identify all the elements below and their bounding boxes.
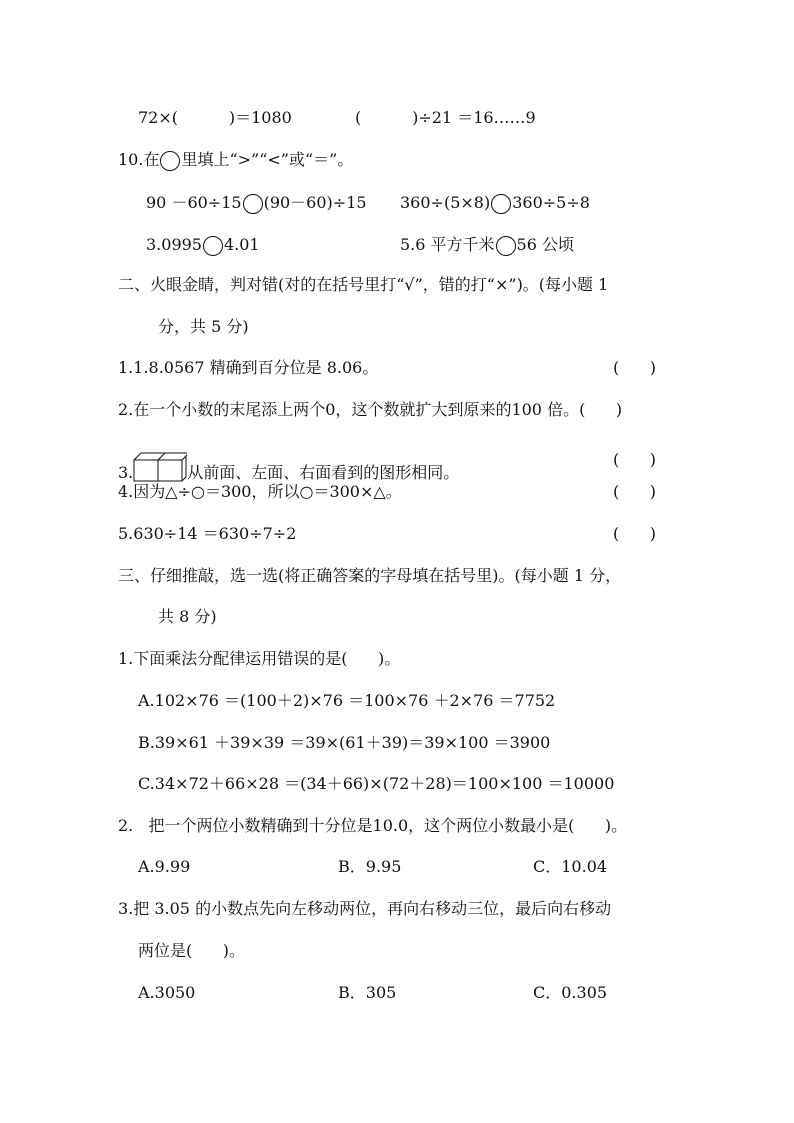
- choice-q3-option-a: A.3050: [138, 983, 196, 1002]
- compare-4: [400, 235, 574, 256]
- fill-blank-2: ( )÷21 ＝16……9: [355, 108, 536, 127]
- choice-q2: 2. 把一个两位小数精确到十分位是10.0，这个两位小数最小是( )。: [118, 816, 628, 835]
- compare-3: [146, 235, 260, 256]
- choice-q3-option-c: C．0.305: [533, 983, 608, 1002]
- judge-q3: [118, 450, 459, 483]
- section-3-title-cont: 共 8 分): [158, 607, 217, 626]
- choice-q1: 1.下面乘法分配律运用错误的是( )。: [118, 649, 401, 668]
- judge-q3-paren[interactable]: ( ): [613, 450, 656, 469]
- choice-q1-option-b: B.39×61 ＋39×39 ＝39×(61＋39)＝39×100 ＝3900: [138, 733, 551, 752]
- judge-q5: 5.630÷14 ＝630÷7÷2: [118, 524, 297, 543]
- compare-2-right: 360÷5÷8: [512, 193, 590, 212]
- fill-blank-1: 72×( )＝1080: [138, 108, 292, 127]
- section-3-title: 三、仔细推敲，选一选(将正确答案的字母填在括号里)。(每小题 1 分，: [118, 566, 622, 585]
- judge-q1: 1.1.8.0567 精确到百分位是 8.06。: [118, 358, 379, 377]
- judge-q5-paren[interactable]: ( ): [613, 524, 656, 543]
- compare-circle[interactable]: [243, 194, 263, 214]
- compare-3-right: 4.01: [223, 235, 260, 254]
- section-2-title: 二、火眼金睛，判对错(对的在括号里打“√”，错的打“×”)。(每小题 1: [118, 275, 609, 294]
- judge-q1-paren[interactable]: ( ): [613, 358, 656, 377]
- compare-1-right: (90－60)÷15: [263, 193, 367, 212]
- compare-1-left: 90 －60÷15: [146, 193, 242, 212]
- judge-q2: 2.在一个小数的末尾添上两个0，这个数就扩大到原来的100 倍。( ): [118, 400, 623, 419]
- compare-4-left: 5.6 平方千米: [400, 235, 495, 254]
- compare-circle[interactable]: [491, 194, 511, 214]
- choice-q3-cont: 两位是( )。: [138, 941, 246, 960]
- choice-q2-option-b: B．9.95: [338, 857, 402, 876]
- choice-q1-option-a: A.102×76 ＝(100＋2)×76 ＝100×76 ＋2×76 ＝7752: [138, 691, 556, 710]
- compare-2: [400, 193, 590, 214]
- choice-q3: 3.把 3.05 的小数点先向左移动两位，再向右移动三位，最后向右移动: [118, 899, 612, 918]
- judge-q4: 4.因为△÷○＝300，所以○＝300×△。: [118, 482, 402, 501]
- compare-4-right: 56 公顷: [516, 235, 574, 254]
- circle-icon: [160, 151, 180, 171]
- judge-q3-text: 从前面、左面、右面看到的图形相同。: [187, 463, 460, 482]
- q10-suffix: 里填上“>”“<”或“＝”。: [181, 150, 354, 169]
- compare-2-left: 360÷(5×8): [400, 193, 491, 212]
- choice-q2-option-c: C．10.04: [533, 857, 608, 876]
- section-2-title-cont: 分，共 5 分): [158, 317, 249, 336]
- choice-q1-option-c: C.34×72＋66×28 ＝(34＋66)×(72＋28)＝100×100 ＝10000: [138, 774, 615, 793]
- cubes-figure-icon: [133, 450, 187, 482]
- q10-prefix: 10.在: [118, 150, 160, 169]
- judge-q4-paren[interactable]: ( ): [613, 482, 656, 501]
- compare-1: [146, 193, 367, 214]
- choice-q3-option-b: B．305: [338, 983, 397, 1002]
- question-10: [118, 150, 353, 171]
- choice-q2-option-a: A.9.99: [138, 857, 191, 876]
- compare-circle[interactable]: [203, 236, 223, 256]
- judge-q3-num: 3.: [118, 463, 134, 482]
- compare-circle[interactable]: [496, 236, 516, 256]
- compare-3-left: 3.0995: [146, 235, 202, 254]
